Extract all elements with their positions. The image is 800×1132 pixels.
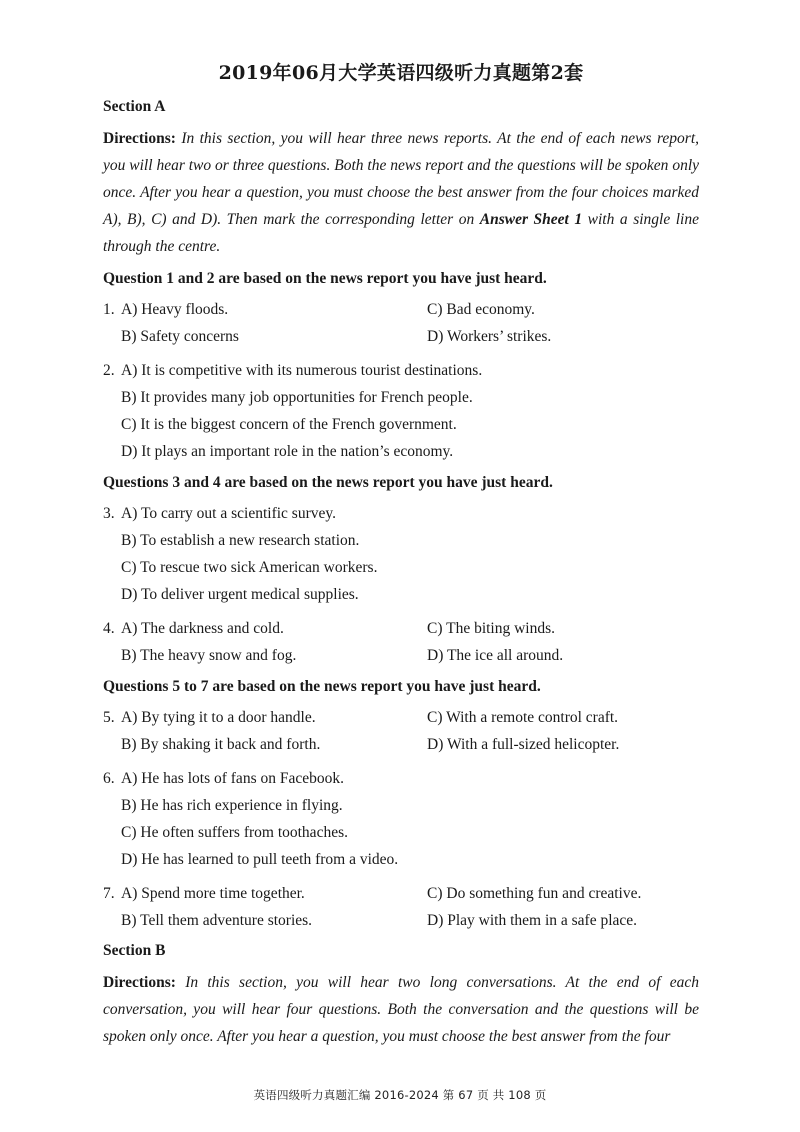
option-c: C) Do something fun and creative. [427,885,642,902]
option-b: B) By shaking it back and forth. [121,736,321,753]
option-d: D) Play with them in a safe place. [427,912,638,929]
indent [103,438,121,465]
question-number: 3. [103,505,115,522]
question-group-heading: Questions 5 to 7 are based on the news report you have just heard. [103,678,541,695]
document-page [103,58,699,1058]
indent [103,554,121,581]
question-number: 1. [103,301,115,318]
question-3 [103,500,699,608]
answer-sheet-ref: Answer Sheet 1 [479,211,583,228]
question-group-heading: Questions 3 and 4 are based on the news report you have just heard. [103,474,553,491]
option-a: A) It is competitive with its numerous tourist destinations. [121,362,483,379]
indent [103,527,121,554]
indent [103,792,121,819]
indent [103,384,121,411]
directions-label: Directions: [103,974,176,991]
question-1 [103,296,699,350]
indent [103,581,121,608]
section-b-heading: Section B [103,942,166,959]
indent [103,819,121,846]
indent [103,411,121,438]
option-b: B) It provides many job opportunities for French people. [121,389,473,406]
question-groups [103,268,699,934]
directions-label: Directions: [103,130,176,147]
question-number: 6. [103,770,115,787]
option-b: B) Tell them adventure stories. [121,912,313,929]
directions-text-end: with a single line through the centre. [103,211,699,255]
question-4 [103,615,699,669]
option-c: C) The biting winds. [427,620,556,637]
option-c: C) With a remote control craft. [427,709,619,726]
option-a: A) Spend more time together. [121,885,305,902]
option-a: A) By tying it to a door handle. [121,709,316,726]
directions-text: In this section, you will hear two long conversations. At the end of each conversation, you will hear four questions. Both the conversation and the questions will be spoken only once. After you hear a question, you must choose the best answer from the four [103,974,699,1045]
question-6 [103,765,699,873]
option-d: D) The ice all around. [427,647,564,664]
option-c: C) To rescue two sick American workers. [121,559,378,576]
question-number: 2. [103,362,115,379]
page-footer: 英语四级听力真题汇编 2016-2024 第 67 页 共 108 页 [253,1088,547,1102]
option-a: A) Heavy floods. [121,301,229,318]
indent [103,907,121,934]
option-b: B) To establish a new research station. [121,532,360,549]
option-c: C) It is the biggest concern of the French government. [121,416,457,433]
question-number: 7. [103,885,115,902]
option-d: D) To deliver urgent medical supplies. [121,586,359,603]
indent [103,846,121,873]
question-number: 5. [103,709,115,726]
indent [103,323,121,350]
option-a: A) To carry out a scientific survey. [121,505,336,522]
question-5 [103,704,699,758]
option-b: B) The heavy snow and fog. [121,647,297,664]
option-c: C) He often suffers from toothaches. [121,824,348,841]
option-d: D) He has learned to pull teeth from a video. [121,851,399,868]
question-7 [103,880,699,934]
directions-text: In this section, you will hear three news reports. At the end of each news report, you will hear two or three questions. Both the news report and the questions will be spoken only once. After you hear a question, you must choose the best answer from the four choices marked A), B), C) and D). Then mark the corresponding letter on [103,130,699,228]
option-d: D) It plays an important role in the nation’s economy. [121,443,454,460]
indent [103,731,121,758]
page-title: 2019年06月大学英语四级听力真题第2套 [218,62,584,84]
section-a-directions [103,125,699,260]
option-c: C) Bad economy. [427,301,535,318]
option-a: A) He has lots of fans on Facebook. [121,770,344,787]
option-b: B) He has rich experience in flying. [121,797,343,814]
question-group-heading: Question 1 and 2 are based on the news report you have just heard. [103,270,547,287]
indent [103,642,121,669]
question-2 [103,357,699,465]
option-b: B) Safety concerns [121,328,239,345]
question-number: 4. [103,620,115,637]
option-d: D) Workers’ strikes. [427,328,552,345]
option-d: D) With a full-sized helicopter. [427,736,620,753]
section-b-directions [103,969,699,1050]
section-a-heading: Section A [103,98,166,115]
option-a: A) The darkness and cold. [121,620,284,637]
